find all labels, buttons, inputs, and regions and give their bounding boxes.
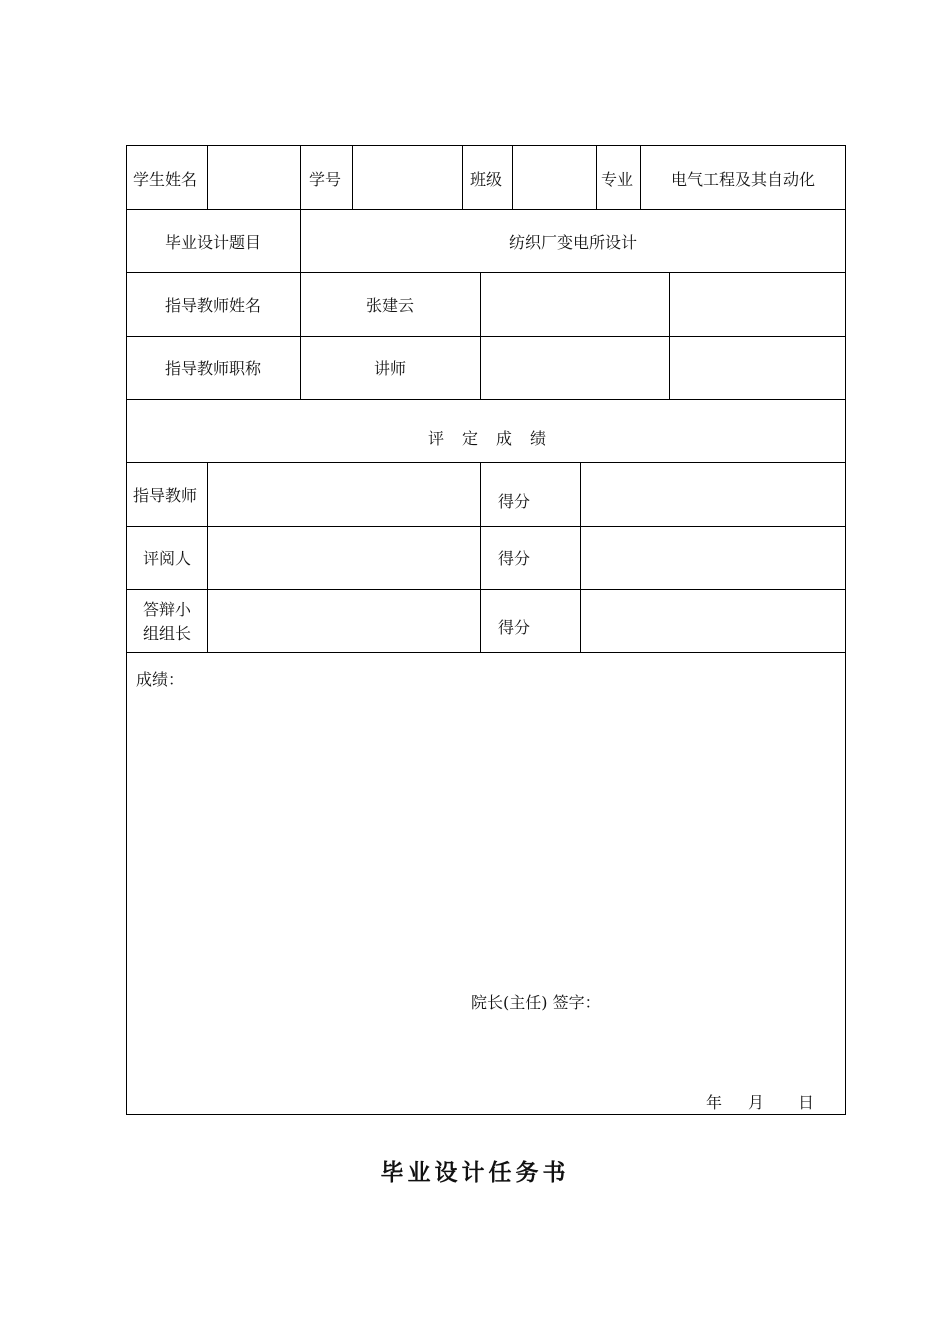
cell-divider <box>207 462 208 652</box>
cell-divider <box>480 462 481 652</box>
row-divider <box>126 272 846 273</box>
cell-divider <box>207 145 208 209</box>
advisor-role-label: 指导教师 <box>133 486 198 505</box>
defense-leader-score-label: 得分 <box>498 618 531 637</box>
row-divider <box>126 399 846 400</box>
reviewer-role-label: 评阅人 <box>142 549 192 568</box>
date-year: 年 <box>706 1093 723 1112</box>
defense-leader-role-line1: 答辩小 <box>142 600 192 619</box>
cell-divider <box>300 209 301 399</box>
row-divider <box>126 652 846 653</box>
advisor-name-value: 张建云 <box>365 296 415 315</box>
document-title: 毕业设计任务书 <box>380 1160 570 1186</box>
evaluation-form-table <box>126 145 846 1115</box>
row-divider <box>126 209 846 210</box>
cell-divider <box>596 145 597 209</box>
row-divider <box>126 336 846 337</box>
student-name-label: 学生姓名 <box>133 170 198 189</box>
cell-divider <box>512 145 513 209</box>
defense-leader-role-line2: 组组长 <box>142 624 192 643</box>
advisor-name-label: 指导教师姓名 <box>164 296 262 315</box>
evaluation-header: 评定成绩 <box>427 429 565 448</box>
major-label: 专业 <box>601 170 634 189</box>
class-label: 班级 <box>470 170 503 189</box>
dean-signature-label: 院长(主任) 签字： <box>471 993 601 1012</box>
cell-divider <box>480 272 481 399</box>
row-divider <box>126 462 846 463</box>
advisor-title-value: 讲师 <box>373 359 407 378</box>
advisor-title-label: 指导教师职称 <box>164 359 262 378</box>
grade-label: 成绩： <box>136 670 185 689</box>
advisor-score-label: 得分 <box>498 492 531 511</box>
cell-divider <box>669 272 670 399</box>
cell-divider <box>580 462 581 652</box>
major-value: 电气工程及其自动化 <box>670 170 816 189</box>
row-divider <box>126 526 846 527</box>
date-day: 日 <box>798 1093 815 1112</box>
topic-value: 纺织厂变电所设计 <box>508 233 638 252</box>
reviewer-score-label: 得分 <box>498 549 531 568</box>
cell-divider <box>300 145 301 209</box>
cell-divider <box>352 145 353 209</box>
row-divider <box>126 589 846 590</box>
date-month: 月 <box>748 1093 765 1112</box>
student-id-label: 学号 <box>309 170 342 189</box>
cell-divider <box>462 145 463 209</box>
topic-label: 毕业设计题目 <box>164 233 262 252</box>
cell-divider <box>640 145 641 209</box>
